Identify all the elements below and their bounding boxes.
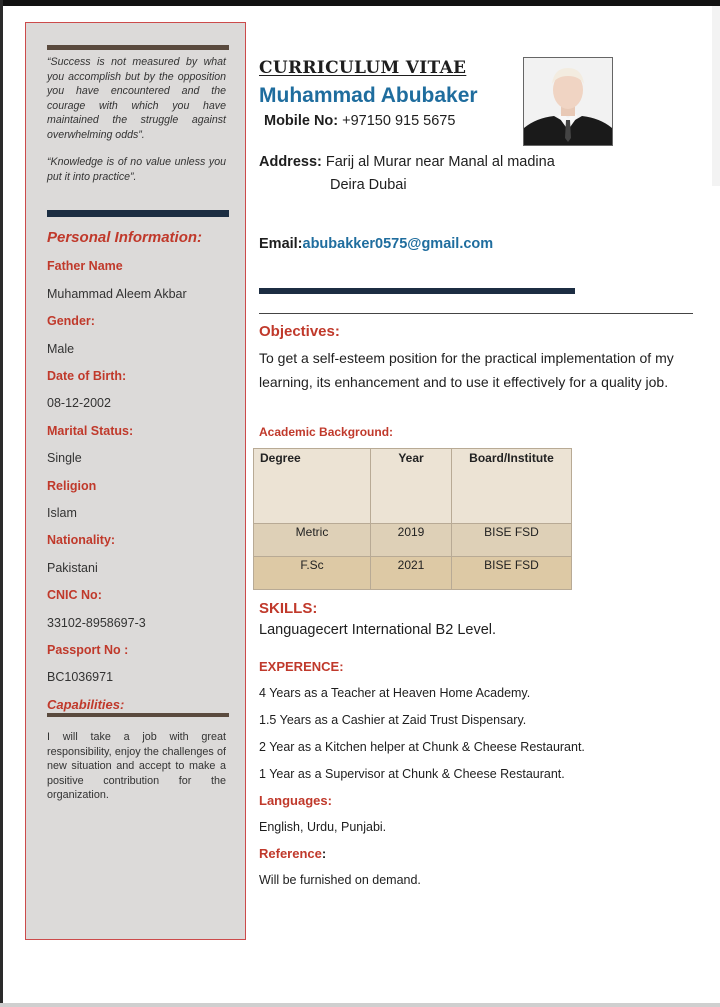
- table-cell: BISE FSD: [452, 524, 572, 557]
- mobile-line: [264, 113, 455, 129]
- left-border: [0, 0, 3, 1007]
- field-value: BC1036971: [47, 670, 114, 684]
- column-header-year: Year: [371, 449, 452, 524]
- table-row: [254, 557, 572, 590]
- field-label: Date of Birth:: [47, 369, 127, 383]
- table-cell: 2021: [371, 557, 452, 590]
- skills-text: Languagecert International B2 Level.: [259, 622, 497, 638]
- capabilities-text: I will take a job with great responsibility, enjoy the challenges of new situation and accept to make a positive contribution for the organization.: [47, 731, 226, 802]
- table-cell: BISE FSD: [452, 557, 572, 590]
- experience-item: 1 Year as a Supervisor at Chunk & Cheese Restaurant.: [259, 767, 565, 781]
- table-cell: Metric: [254, 524, 371, 557]
- address-line-2: Deira Dubai: [330, 177, 407, 193]
- field-value: Male: [47, 342, 75, 356]
- table-header-row: [254, 449, 572, 524]
- email-label: Email:: [259, 236, 303, 252]
- capabilities-heading: Capabilities:: [47, 697, 125, 712]
- mobile-value: +97150 915 5675: [342, 113, 456, 129]
- table-row: [254, 524, 572, 557]
- candidate-name: Muhammad Abubaker: [259, 84, 478, 107]
- experience-item: 1.5 Years as a Cashier at Zaid Trust Dispensary.: [259, 713, 527, 727]
- mobile-label: Mobile No:: [264, 113, 339, 129]
- column-header-degree: Degree: [254, 449, 371, 524]
- page-edge: [712, 6, 720, 186]
- field-label: Gender:: [47, 314, 95, 328]
- field-label: Father Name: [47, 259, 123, 273]
- reference-heading: [259, 846, 326, 861]
- portrait-image: [524, 58, 612, 145]
- academic-table: [253, 448, 572, 590]
- capabilities-divider: [47, 713, 229, 717]
- sidebar-divider-navy: [47, 210, 229, 217]
- table-cell: F.Sc: [254, 557, 371, 590]
- success-quote: “Success is not measured by what you accomplish but by the opposition you have encountered and the courage with which you have maintained the struggle against overwhelming odds”.: [47, 56, 226, 141]
- experience-heading: EXPERENCE:: [259, 659, 344, 674]
- bottom-border: [0, 1003, 720, 1007]
- objectives-text: To get a self-esteem position for the practical implementation of my learning, its enhancement and to use it effectively for a quality job.: [259, 350, 674, 390]
- reference-colon: :: [321, 846, 327, 861]
- knowledge-quote: “Knowledge is of no value unless you put it into practice”.: [47, 156, 226, 183]
- personal-info-heading: Personal Information:: [47, 229, 203, 246]
- field-value: 08-12-2002: [47, 396, 111, 410]
- field-label: Passport No :: [47, 643, 129, 657]
- column-header-board: Board/Institute: [452, 449, 572, 524]
- academic-heading: Academic Background:: [259, 425, 394, 439]
- address-value: Farij al Murar near Manal al madina: [325, 154, 555, 170]
- header-rule: [259, 313, 693, 314]
- languages-text: English, Urdu, Punjabi.: [259, 820, 387, 834]
- address-line-1: [259, 154, 555, 170]
- field-value: Pakistani: [47, 561, 98, 575]
- languages-heading: Languages:: [259, 793, 332, 808]
- field-value: 33102-8958697-3: [47, 616, 146, 630]
- field-value: Islam: [47, 506, 77, 520]
- field-label: CNIC No:: [47, 588, 102, 602]
- profile-photo: [523, 57, 613, 146]
- objectives-heading: Objectives:: [259, 323, 340, 340]
- reference-label: Reference: [259, 846, 322, 861]
- field-value: Muhammad Aleem Akbar: [47, 287, 187, 301]
- address-label: Address:: [259, 154, 322, 170]
- cv-title: CURRICULUM VITAE: [259, 58, 467, 78]
- field-label: Marital Status:: [47, 424, 134, 438]
- sidebar: [25, 22, 246, 940]
- top-border: [0, 0, 720, 6]
- sidebar-divider-brown: [47, 45, 229, 50]
- email-link[interactable]: abubakker0575@gmail.com: [302, 236, 494, 252]
- experience-item: 4 Years as a Teacher at Heaven Home Academy.: [259, 686, 531, 700]
- skills-heading: SKILLS:: [259, 600, 318, 617]
- table-cell: 2019: [371, 524, 452, 557]
- field-label: Religion: [47, 479, 97, 493]
- email-line: [259, 236, 493, 252]
- reference-text: Will be furnished on demand.: [259, 873, 421, 887]
- field-value: Single: [47, 451, 82, 465]
- field-label: Nationality:: [47, 533, 116, 547]
- experience-item: 2 Year as a Kitchen helper at Chunk & Cheese Restaurant.: [259, 740, 585, 754]
- header-divider-navy: [259, 288, 575, 294]
